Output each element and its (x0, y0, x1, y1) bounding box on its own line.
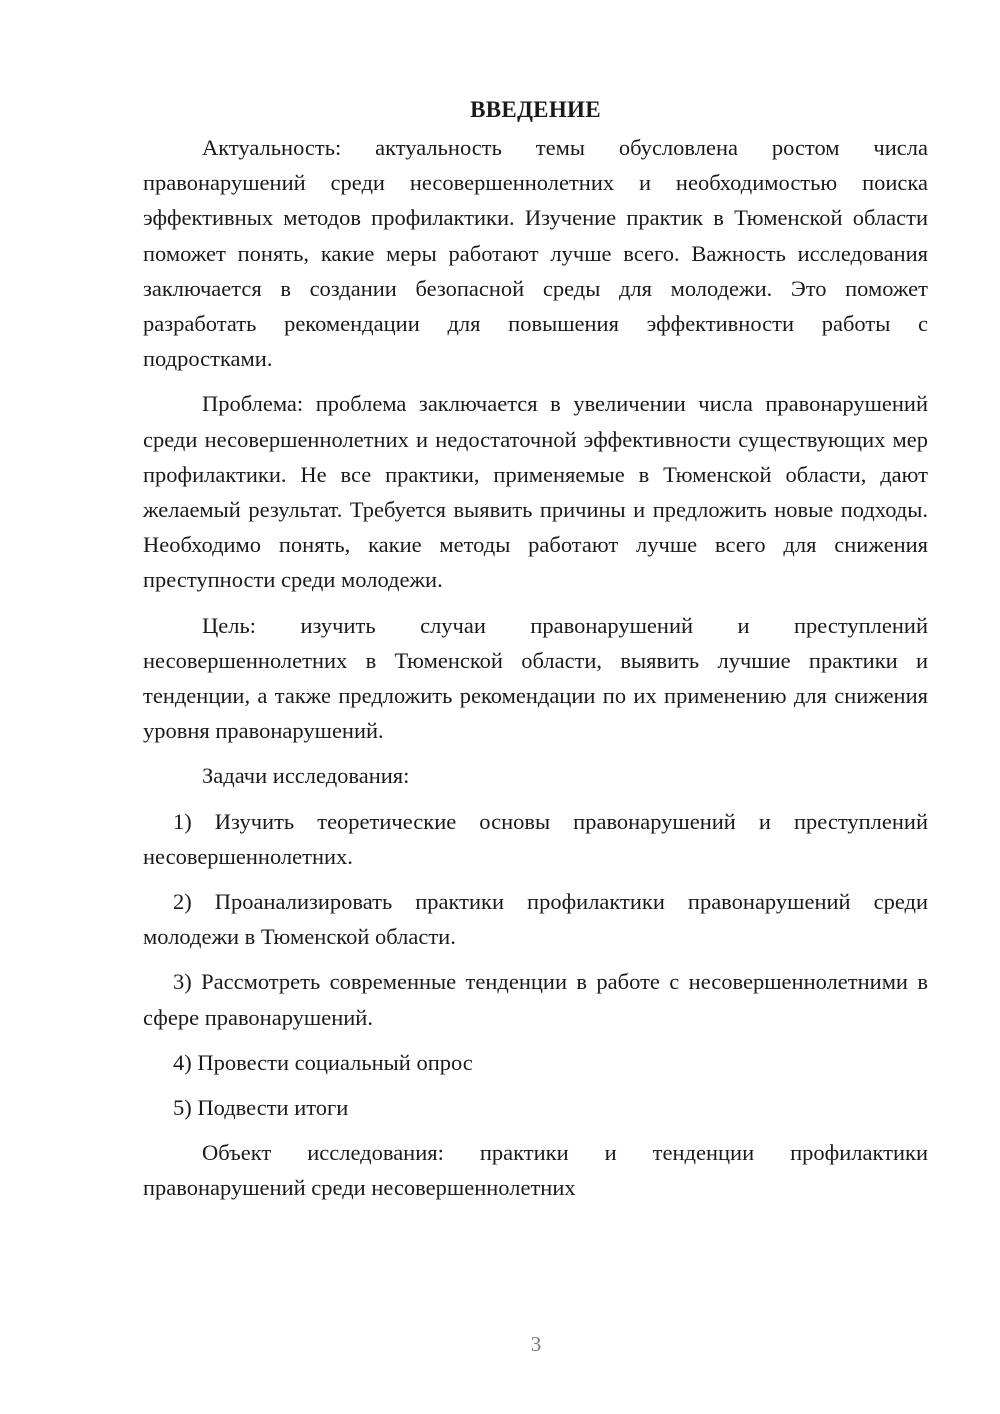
object-paragraph: Объект исследования: практики и тенденции профилактики правонарушений среди несовершеннолетних (143, 1140, 928, 1201)
task-item-3: 3) Рассмотреть современные тенденции в работе с несовершеннолетними в сфере правонарушений. (143, 969, 928, 1030)
tasks-heading: Задачи исследования: (202, 763, 410, 789)
task-item-4: 4) Провести социальный опрос (173, 1049, 473, 1075)
page-number: 3 (530, 1332, 542, 1356)
goal-paragraph: Цель: изучить случаи правонарушений и преступлений несовершеннолетних в Тюменской области, выявить лучшие практики и тенденции, а также предложить рекомендации по их применению для снижения уровня правонарушений. (143, 612, 928, 744)
problem-paragraph: Проблема: проблема заключается в увеличении числа правонарушений среди несовершеннолетних и недостаточной эффективности существующих мер профилактики. Не все практики, применяемые в Тюменской области, дают желаемый результат. Требуется выявить причины и предложить новые подходы. Необходимо понять, какие методы работают лучше всего для снижения преступности среди молодежи. (143, 391, 928, 593)
document-page (143, 92, 928, 1216)
task-item-5: 5) Подвести итоги (173, 1095, 349, 1121)
page-title: ВВЕДЕНИЕ (470, 97, 601, 122)
task-item-1: 1) Изучить теоретические основы правонарушений и преступлений несовершеннолетних. (143, 808, 928, 869)
relevance-paragraph: Актуальность: актуальность темы обусловлена ростом числа правонарушений среди несовершеннолетних и необходимостью поиска эффективных методов профилактики. Изучение практик в Тюменской области поможет понять, какие меры работают лучше всего. Важность исследования заключается в создании безопасной среды для молодежи. Это поможет разработать рекомендации для повышения эффективности работы с подростками. (143, 135, 928, 372)
task-item-2: 2) Проанализировать практики профилактики правонарушений среди молодежи в Тюменской области. (143, 889, 928, 950)
